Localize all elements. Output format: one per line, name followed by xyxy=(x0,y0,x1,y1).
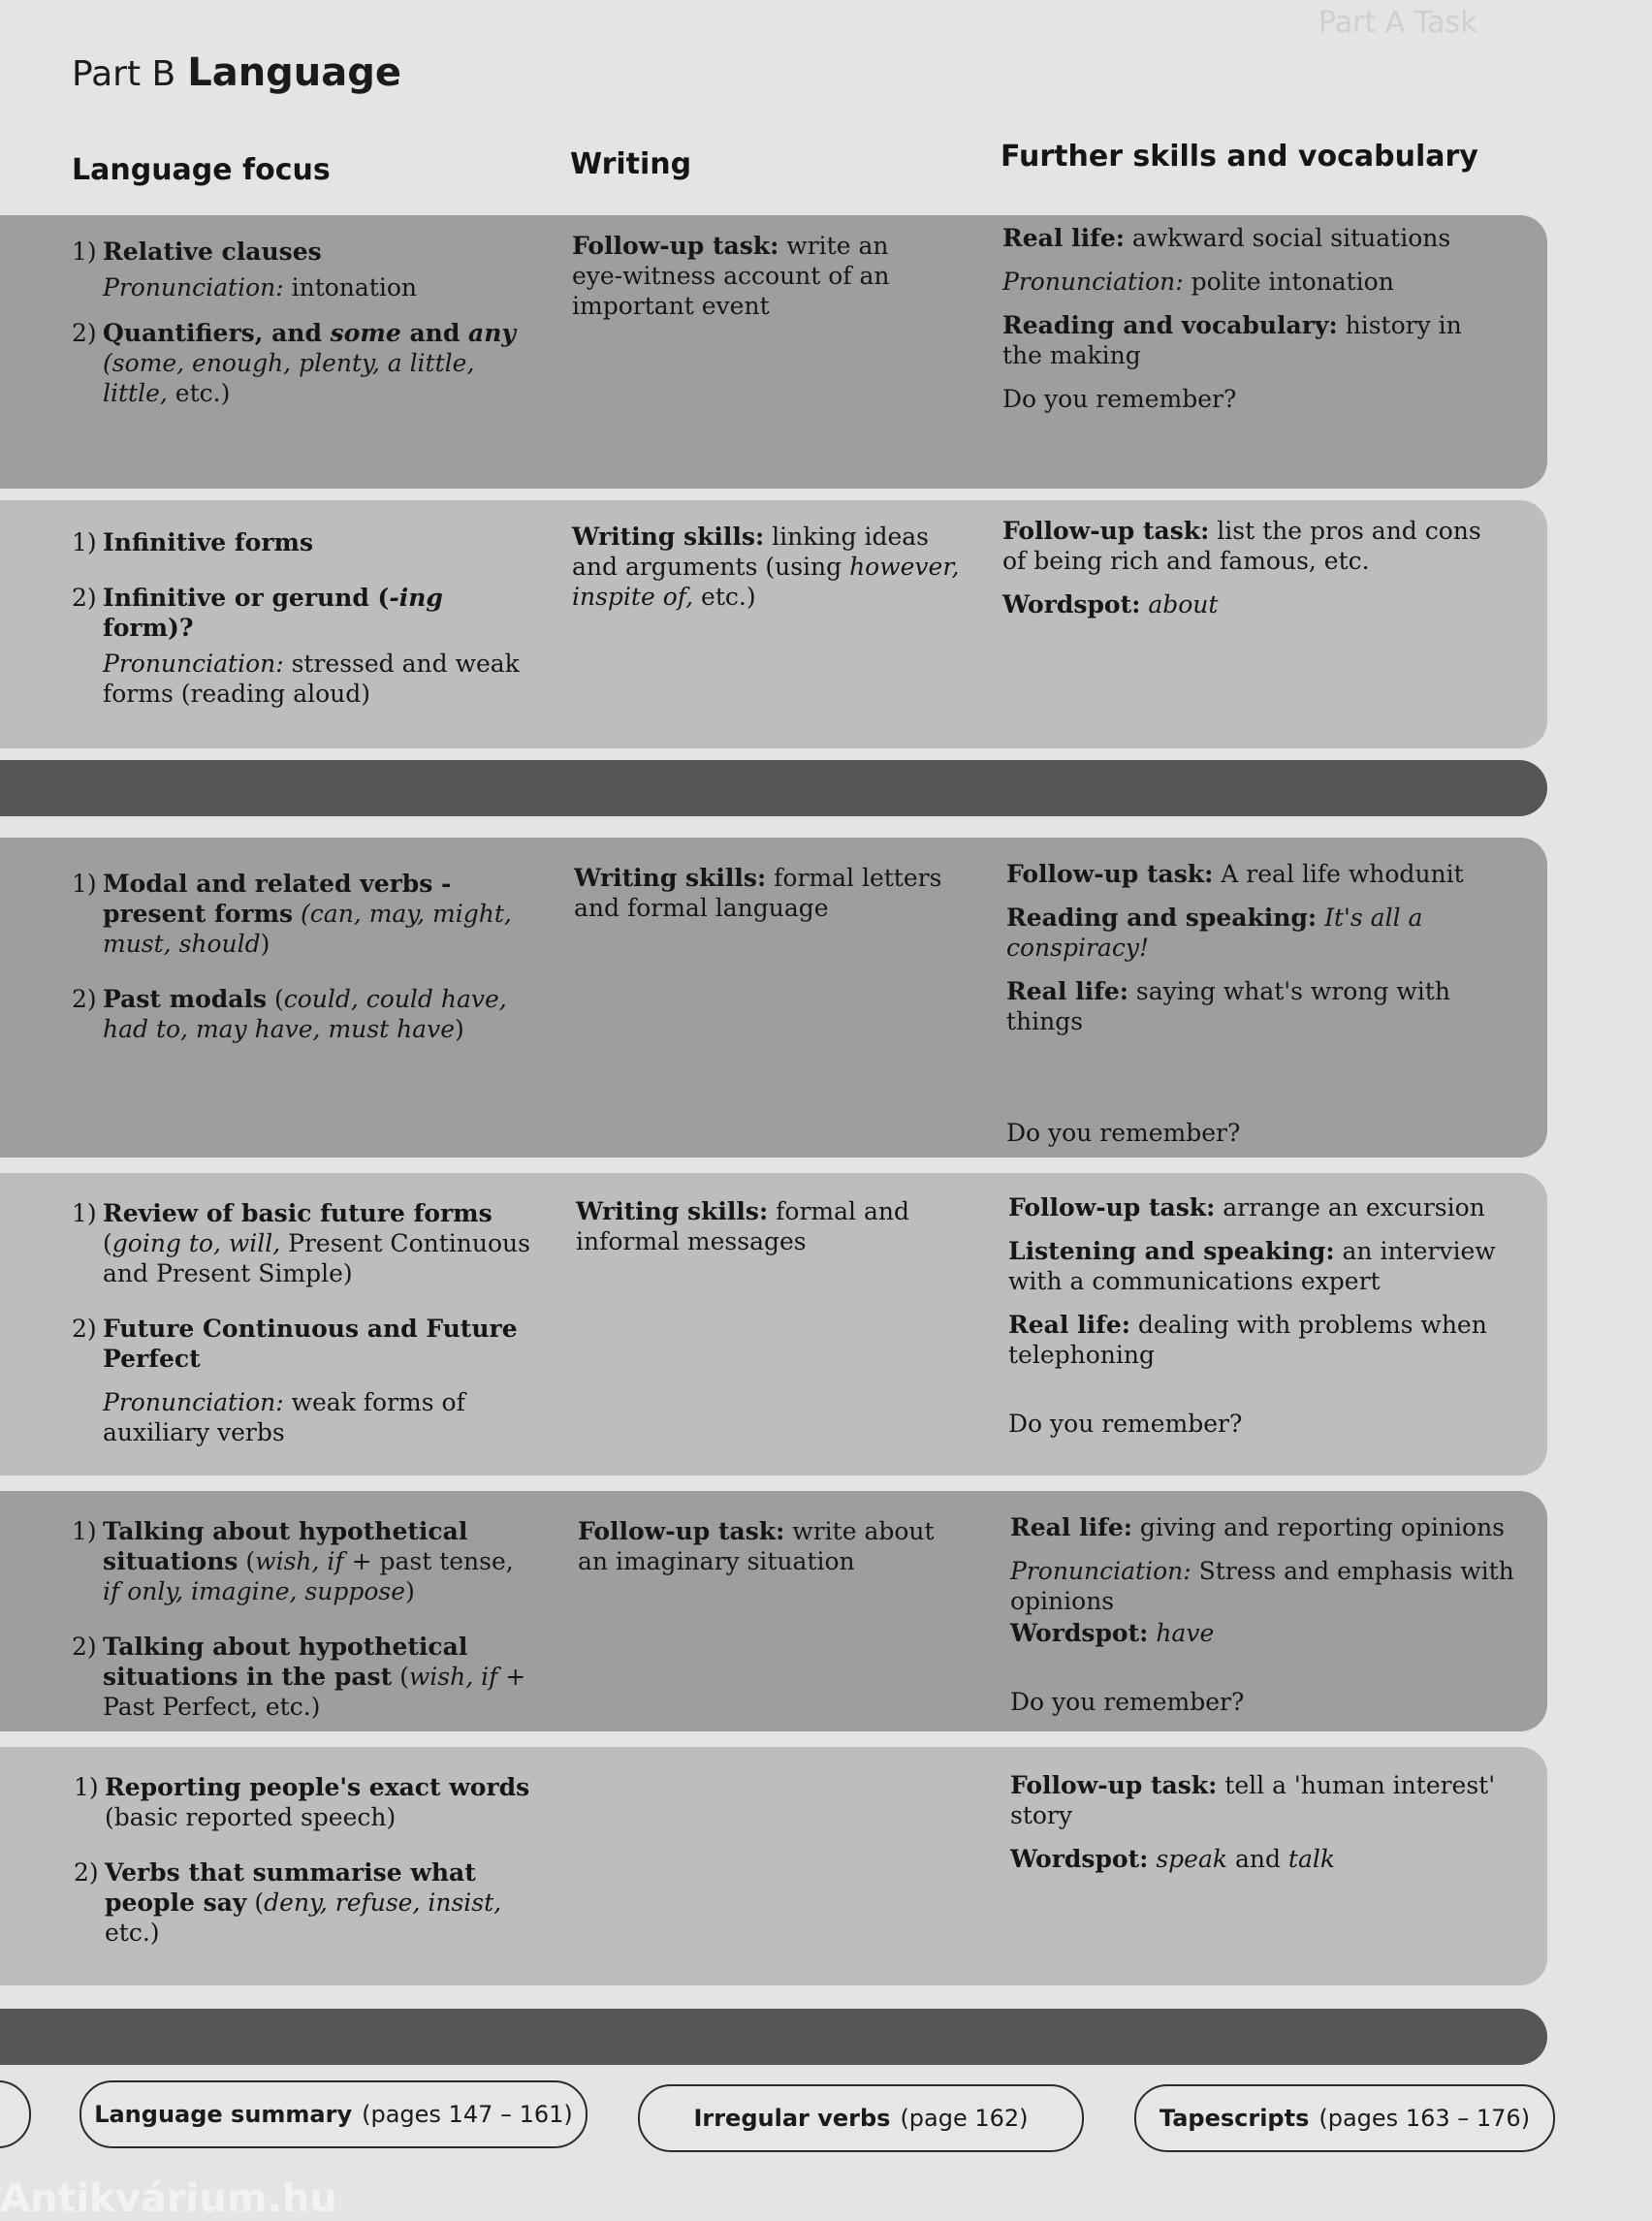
list-item: 2) Verbs that summarise what people say (deny, refuse, insist, etc.) xyxy=(74,1858,502,1947)
grammar-topic: Quantifiers, and some and any xyxy=(103,319,516,347)
list-item: 2) Future Continuous and Future Perfect Pronunciation: weak forms of auxiliary verbs xyxy=(72,1315,518,1446)
divider-bar-bottom xyxy=(0,2009,1547,2065)
row-2-writing: Writing skills: linking ideas and arguments (using however, inspite of, etc.) xyxy=(572,523,960,611)
watermark: Antikvárium.hu xyxy=(0,2176,337,2221)
list-item: 2) Infinitive or gerund (-ing form)? Pronunciation: stressed and weak forms (reading aloud) xyxy=(72,584,520,708)
part-title: Language xyxy=(187,50,402,95)
row-2-language-focus xyxy=(72,527,537,724)
list-item: 2) Talking about hypothetical situations in the past (wish, if + Past Perfect, etc.) xyxy=(72,1633,526,1721)
row-1-writing: Follow-up task: write an eye-witness account of an important event xyxy=(572,232,890,320)
row-4-writing: Writing skills: formal and informal messages xyxy=(576,1197,909,1255)
list-item: 1) Modal and related verbs - present forms (can, may, might, must, should) xyxy=(72,870,512,958)
row-5-writing: Follow-up task: write about an imaginary situation xyxy=(578,1517,935,1575)
irregular-verbs-link[interactable]: Irregular verbs (page 162) xyxy=(638,2084,1084,2152)
list-item: 1) Reporting people's exact words (basic reported speech) xyxy=(74,1773,530,1831)
list-item: 1) Talking about hypothetical situations (wish, if + past tense, if only, imagine, suppose) xyxy=(72,1517,514,1605)
column-header-further-skills: Further skills and vocabulary xyxy=(1001,140,1478,174)
grammar-topic: Relative clauses xyxy=(103,238,322,266)
column-header-language-focus: Language focus xyxy=(72,153,331,187)
row-6-language-focus xyxy=(74,1772,539,1963)
row-5-further-skills: Real life: giving and reporting opinions Pronunciation: Stress and emphasis with opinions Wordspot: have Do you remember? xyxy=(1010,1513,1514,1716)
row-5-language-focus xyxy=(72,1516,537,1737)
list-item: 2) Past modals (could, could have, had to, may have, must have) xyxy=(72,985,507,1043)
divider-bar xyxy=(0,760,1547,816)
part-label: Part B xyxy=(72,54,176,94)
list-item: 1) Infinitive forms xyxy=(72,528,314,556)
language-summary-link[interactable]: Language summary (pages 147 – 161) xyxy=(79,2080,588,2148)
tapescripts-link[interactable]: Tapescripts (pages 163 – 176) xyxy=(1134,2084,1555,2152)
list-item: 1) Review of basic future forms (going to, will, Present Continuous and Present Simple) xyxy=(72,1199,530,1287)
row-6-further-skills: Follow-up task: tell a 'human interest' story Wordspot: speak and talk xyxy=(1010,1771,1496,1873)
row-3-language-focus xyxy=(72,869,537,1060)
ghost-text: Part A Task xyxy=(1318,6,1477,40)
row-4-language-focus xyxy=(72,1198,537,1463)
partial-pill xyxy=(0,2080,31,2148)
row-4-further-skills: Follow-up task: arrange an excursion Listening and speaking: an interview with a communications expert Real life: dealing with problems when telephoning Do you remember? xyxy=(1008,1193,1496,1438)
row-3-further-skills: Follow-up task: A real life whodunit Reading and speaking: It's all a conspiracy! Real life: saying what's wrong with things Do you remember? xyxy=(1006,860,1464,1147)
column-header-writing: Writing xyxy=(570,147,692,181)
list-item: 1) Relative clauses Pronunciation: intonation xyxy=(72,238,417,301)
list-item: 2) Quantifiers, and some and any (some, enough, plenty, a little, little, etc.) xyxy=(72,319,516,407)
row-1-further-skills: Real life: awkward social situations Pronunciation: polite intonation Reading and vocabulary: history in the making Do you remember? xyxy=(1002,224,1462,413)
row-1-language-focus xyxy=(72,237,518,424)
row-2-further-skills: Follow-up task: list the pros and cons of being rich and famous, etc. Wordspot: about xyxy=(1002,517,1481,619)
page-title xyxy=(72,50,401,95)
row-3-writing: Writing skills: formal letters and formal language xyxy=(574,864,942,922)
